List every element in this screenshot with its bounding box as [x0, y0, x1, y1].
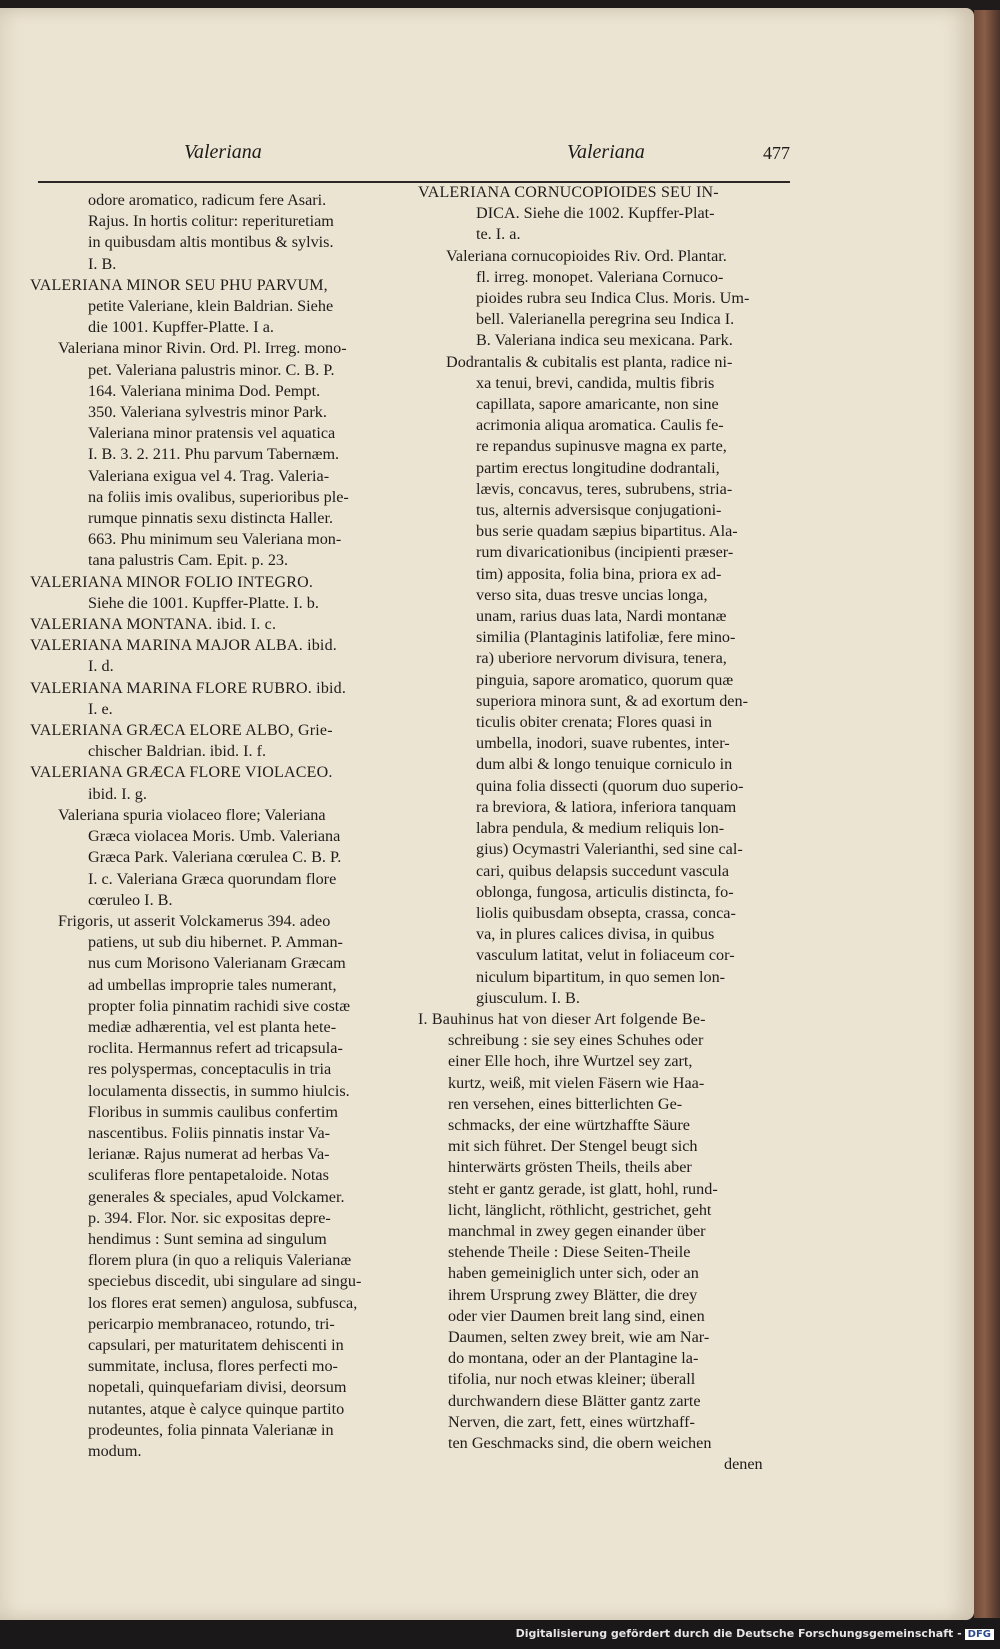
text-line: hendimus : Sunt semina ad singulum: [88, 1229, 327, 1248]
text-line: niculum bipartitum, in quo semen lon-: [476, 967, 726, 986]
text-line: tana palustris Cam. Epit. p. 23.: [88, 551, 289, 570]
text-line: p. 394. Flor. Nor. sic expositas depre-: [88, 1208, 331, 1227]
text-line: Valeriana exigua vel 4. Trag. Valeria-: [88, 466, 330, 485]
text-line: verso sita, duas tresve uncias longa,: [476, 585, 708, 604]
text-line: ibid. I. g.: [88, 784, 147, 803]
text-line: die 1001. Kupffer-Platte. I a.: [88, 318, 274, 337]
text-line: 350. Valeriana sylvestris minor Park.: [88, 403, 327, 422]
text-line: patiens, ut sub diu hibernet. P. Amman-: [88, 933, 343, 952]
text-line: do montana, oder an der Plantagine la-: [448, 1349, 699, 1368]
text-line: rum divaricationibus (incipienti præser-: [476, 543, 734, 562]
book-spine-edge: [974, 10, 1000, 1618]
text-line: 164. Valeriana minima Dod. Pempt.: [88, 381, 321, 400]
text-line: DICA. Siehe die 1002. Kupffer-Plat-: [476, 204, 715, 223]
text-line: rumque pinnatis sexu distincta Haller.: [88, 509, 334, 528]
text-line: ticulis obiter crenata; Flores quasi in: [476, 713, 713, 732]
text-line: Græca Park. Valeriana cœrulea C. B. P.: [88, 848, 342, 867]
text-line: bell. Valerianella peregrina seu Indica I.: [476, 310, 735, 329]
text-line: res polyspermas, conceptaculis in tria: [88, 1060, 332, 1079]
text-line: nopetali, quinquefariam divisi, deorsum: [88, 1378, 347, 1397]
text-line: VALERIANA MONTANA. ibid. I. c.: [30, 616, 277, 634]
text-line: VALERIANA GRÆCA FLORE VIOLACEO.: [30, 764, 333, 782]
text-line: Nerven, die zart, fett, eines würtzhaff-: [448, 1412, 695, 1431]
text-line: loculamenta dissectis, in summo hiulcis.: [88, 1081, 350, 1100]
text-line: steht er gantz gerade, ist glatt, hohl, rund-: [448, 1179, 718, 1198]
text-line: vasculum latitat, velut in foliaceum cor-: [476, 946, 735, 965]
text-line: nutantes, atque è calyce quinque partito: [88, 1399, 345, 1418]
text-line: Rajus. In hortis colitur: reperituretiam: [88, 212, 334, 231]
text-line: labra pendula, & medium reliquis lon-: [476, 819, 725, 838]
text-line: schmacks, der eine würtzhaffte Säure: [448, 1115, 690, 1134]
text-line: mit sich führet. Der Stengel beugt sich: [448, 1137, 698, 1156]
text-line: giusculum. I. B.: [476, 988, 580, 1007]
text-line: te. I. a.: [476, 225, 521, 244]
text-line: xa tenui, brevi, candida, multis fibris: [476, 373, 715, 392]
text-line: Græca violacea Moris. Umb. Valeriana: [88, 827, 341, 846]
text-line: VALERIANA MINOR SEU PHU PARVUM,: [30, 276, 328, 294]
text-line: einer Elle hoch, ihre Wurtzel sey zart,: [448, 1052, 693, 1071]
text-line: re repandus supinusve magna ex parte,: [476, 437, 727, 456]
text-line: pioides rubra seu Indica Clus. Moris. Um-: [476, 289, 750, 308]
text-line: prodeuntes, folia pinnata Valerianæ in: [88, 1420, 334, 1439]
text-line: licht, länglicht, röthlicht, gestrichet, geht: [448, 1200, 712, 1219]
text-line: capillata, sapore amaricante, non sine: [476, 395, 719, 414]
text-line: Valeriana spuria violaceo flore; Valeriana: [58, 805, 326, 824]
text-line: I. B.: [88, 254, 117, 273]
text-line: VALERIANA MINOR FOLIO INTEGRO.: [30, 573, 314, 591]
text-line: VALERIANA MARINA MAJOR ALBA. ibid.: [30, 637, 337, 655]
text-line: Valeriana minor Rivin. Ord. Pl. Irreg. mono-: [58, 339, 347, 358]
text-line: stehende Theile : Diese Seiten-Theile: [448, 1243, 691, 1262]
text-line: haben gemeiniglich unter sich, oder an: [448, 1264, 699, 1283]
credit-text: Digitalisierung gefördert durch die Deutsche Forschungsgemeinschaft -: [515, 1627, 962, 1640]
text-line: schreibung : sie sey eines Schuhes oder: [448, 1031, 704, 1050]
text-line: chischer Baldrian. ibid. I. f.: [88, 742, 267, 761]
text-line: gius) Ocymastri Valerianthi, sed sine cal-: [476, 840, 743, 859]
text-line: denen: [724, 1455, 763, 1474]
text-line: petite Valeriane, klein Baldrian. Siehe: [88, 297, 334, 316]
text-line: ad umbellas improprie tales numerant,: [88, 975, 337, 994]
text-line: cari, quibus delapsis succedunt vascula: [476, 861, 730, 880]
text-line: sculiferas flore pentapetaloide. Notas: [88, 1166, 329, 1185]
text-line: mediæ adhærentia, vel est planta hete-: [88, 1017, 337, 1036]
text-line: nascentibus. Foliis pinnatis instar Va-: [88, 1123, 331, 1142]
text-line: ren versehen, eines bitterlichten Ge-: [448, 1094, 683, 1113]
text-line: ihrem Ursprung zwey Blätter, die drey: [448, 1285, 698, 1304]
text-line: in quibusdam altis montibus & sylvis.: [88, 233, 334, 252]
text-line: va, in plures calices divisa, in quibus: [476, 925, 715, 944]
text-line: fl. irreg. monopet. Valeriana Cornuco-: [476, 267, 724, 286]
text-line: I. Bauhinus hat von dieser Art folgende Be-: [418, 1010, 706, 1028]
text-line: pinguia, sapore aromatico, quorum quæ: [476, 670, 734, 689]
text-line: nus cum Morisono Valerianam Græcam: [88, 954, 346, 973]
text-line: summitate, inclusa, flores perfecti mo-: [88, 1357, 338, 1376]
text-line: similia (Plantaginis latifoliæ, fere mino-: [476, 628, 736, 647]
text-line: tifolia, nur noch etwas kleiner; überall: [448, 1370, 696, 1389]
text-line: quina folia dissecti (quorum duo superio-: [476, 776, 744, 795]
text-line: lævis, concavus, teres, subrubens, stria-: [476, 479, 733, 498]
digitization-credit: [516, 1627, 994, 1640]
text-line: na foliis imis ovalibus, superioribus ple-: [88, 487, 349, 506]
text-line: acrimonia aliqua aromatica. Caulis fe-: [476, 416, 724, 435]
text-line: ra) uberiore nervorum divisura, tenera,: [476, 649, 727, 668]
text-line: I. c. Valeriana Græca quorundam flore: [88, 869, 337, 888]
text-line: ten Geschmacks sind, die obern weichen: [448, 1433, 712, 1452]
text-line: bus serie quadam sæpius bipartitus. Ala-: [476, 522, 738, 541]
text-line: lerianæ. Rajus numerat ad herbas Va-: [88, 1145, 330, 1164]
text-line: B. Valeriana indica seu mexicana. Park.: [476, 331, 733, 350]
text-line: 663. Phu minimum seu Valeriana mon-: [88, 530, 342, 549]
text-line: dum albi & longo tenuique corniculo in: [476, 755, 733, 774]
text-line: pericarpio membranaceo, rotundo, tri-: [88, 1314, 335, 1333]
text-line: manchmal in zwey gegen einander über: [448, 1221, 706, 1240]
text-line: hinterwärts grösten Theils, theils aber: [448, 1158, 692, 1177]
page-number: 477: [763, 143, 790, 163]
text-line: florem plura (in quo a reliquis Valerianæ: [88, 1251, 352, 1270]
text-line: cœruleo I. B.: [88, 890, 173, 909]
left-text-column: [30, 190, 408, 1462]
text-line: unam, rarius duas lata, Nardi montanæ: [476, 607, 727, 626]
text-line: superiora minora sunt, & ad exortum den-: [476, 691, 748, 710]
text-line: tus, alternis adversisque conjugationi-: [476, 501, 722, 520]
text-line: Floribus in summis caulibus confertim: [88, 1102, 338, 1121]
text-line: ra breviora, & latiora, inferiora tanquam: [476, 797, 737, 816]
text-line: liolis quibusdam obsepta, crassa, conca-: [476, 903, 736, 922]
text-line: generales & speciales, apud Volckamer.: [88, 1187, 345, 1206]
text-line: pet. Valeriana palustris minor. C. B. P.: [88, 360, 335, 379]
text-line: speciebus discedit, ubi singulare ad singu-: [88, 1272, 362, 1291]
text-line: partim erectus longitudine dodrantali,: [476, 458, 720, 477]
text-line: kurtz, weiß, mit vielen Fäsern wie Haa-: [448, 1073, 705, 1092]
text-line: durchwandern diese Blätter gantz zarte: [448, 1391, 701, 1410]
text-line: odore aromatico, radicum fere Asari.: [88, 191, 327, 209]
text-line: umbella, inodori, suave rubentes, inter-: [476, 734, 730, 753]
text-line: Frigoris, ut asserit Volckamerus 394. adeo: [58, 911, 331, 930]
dfg-logo: DFG: [965, 1629, 994, 1640]
text-line: Siehe die 1001. Kupffer-Platte. I. b.: [88, 593, 319, 612]
text-line: I. e.: [88, 699, 113, 718]
text-line: I. d.: [88, 657, 114, 676]
text-line: tim) apposita, folia bina, priora ex ad-: [476, 564, 722, 583]
text-line: oder vier Daumen breit lang sind, einen: [448, 1306, 705, 1325]
right-text-column: [418, 182, 794, 1475]
running-head-center: Valeriana: [567, 141, 645, 163]
text-line: capsulari, per maturitatem dehiscenti in: [88, 1335, 344, 1354]
text-line: Valeriana cornucopioides Riv. Ord. Plantar.: [446, 246, 727, 265]
running-head-left: Valeriana: [184, 141, 262, 163]
text-line: VALERIANA MARINA FLORE RUBRO. ibid.: [30, 679, 347, 697]
text-line: Daumen, selten zwey breit, wie am Nar-: [448, 1327, 710, 1346]
text-line: VALERIANA CORNUCOPIOIDES SEU IN-: [418, 184, 719, 201]
text-line: modum.: [88, 1441, 142, 1460]
text-line: Dodrantalis & cubitalis est planta, radice ni-: [446, 352, 733, 371]
text-line: oblonga, fungosa, articulis distincta, fo-: [476, 882, 734, 901]
text-line: roclita. Hermannus refert ad tricapsula-: [88, 1039, 343, 1058]
text-line: propter folia pinnatim rachidi sive costæ: [88, 996, 351, 1015]
text-line: Valeriana minor pratensis vel aquatica: [88, 424, 336, 443]
text-line: I. B. 3. 2. 211. Phu parvum Tabernæm.: [88, 445, 340, 464]
text-line: los flores erat semen) angulosa, subfusca,: [88, 1293, 358, 1312]
text-line: VALERIANA GRÆCA ELORE ALBO, Grie-: [30, 722, 333, 740]
